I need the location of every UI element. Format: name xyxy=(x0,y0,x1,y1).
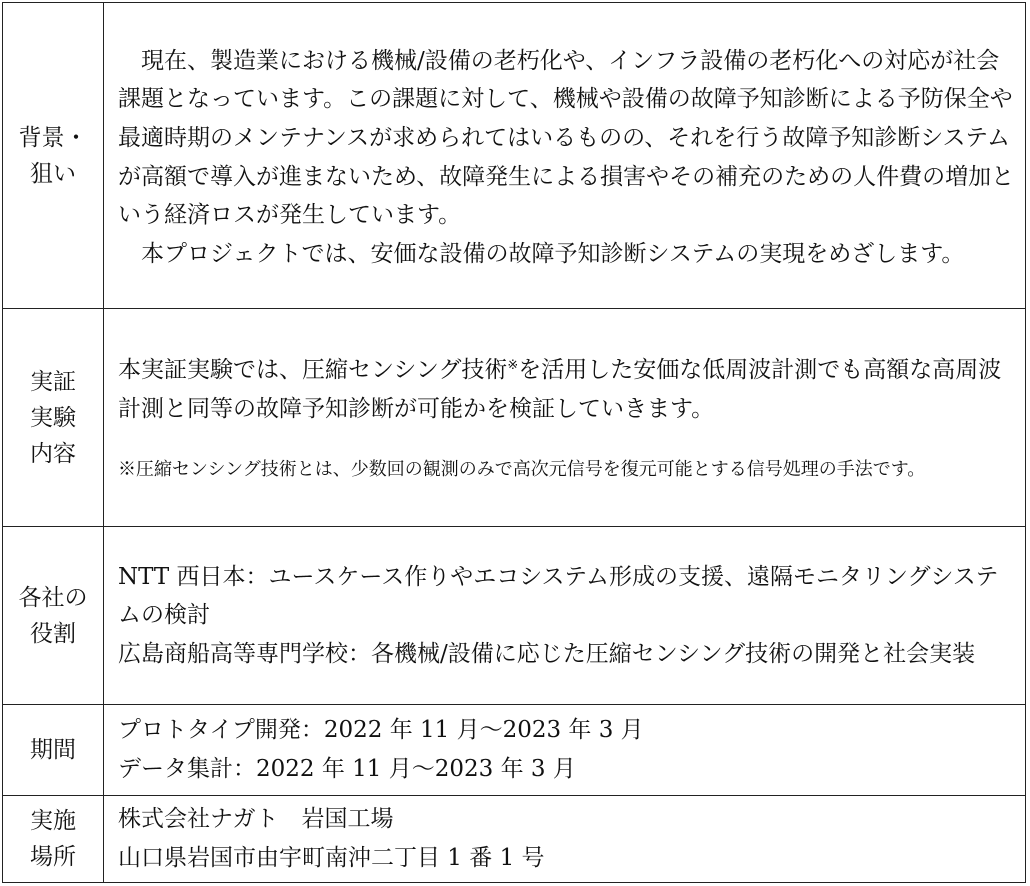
row-label-line: 各社の xyxy=(18,584,88,611)
row-content-background xyxy=(104,3,1026,309)
footnote-text: ※圧縮センシング技術とは、少数回の観測のみで高次元信号を復元可能とする信号処理の手法です。 xyxy=(118,459,926,481)
row-label-line: 狙い xyxy=(30,160,76,187)
row-content-location xyxy=(104,796,1026,883)
spacer xyxy=(118,428,1015,448)
row-label-line: 役割 xyxy=(30,620,76,647)
footnote-mark: ※ xyxy=(507,357,519,373)
row-content-experiment xyxy=(104,309,1026,527)
row-label-experiment xyxy=(3,309,104,527)
background-paragraph: 現在、製造業における機械/設備の老朽化や、インフラ設備の老朽化への対応が社会課題となっています。この課題に対して、機械や設備の故障予知診断による予防保全や最適時期のメンテナンスが求められてはいるものの、それを行う故障予知診断システムが高額で導入が進まないため、故障発生による損害やその補充のための人件費の増加という経済ロスが発生しています。 xyxy=(118,47,1015,229)
row-label-line: 実施 xyxy=(30,808,76,834)
row-label-period xyxy=(3,705,104,796)
role-hiroshima-college: 広島商船高等専門学校：各機械/設備に応じた圧縮センシング技術の開発と社会実装 xyxy=(118,640,976,667)
row-content-period xyxy=(104,705,1026,796)
aim-paragraph: 本プロジェクトでは、安価な設備の故障予知診断システムの実現をめざします。 xyxy=(141,240,965,267)
experiment-text-part: を活用した安価な低周波計測でも高額な高周波計測と同等の故障予知診断が可能かを検証していきます。 xyxy=(118,356,1002,422)
table-row-experiment xyxy=(3,309,1026,527)
row-label-line: 実験 xyxy=(30,404,76,431)
table-row-background xyxy=(3,3,1026,309)
location-address: 山口県岩国市由宇町南沖二丁目 1 番 1 号 xyxy=(118,845,545,871)
experiment-text-part: 本実証実験では、圧縮センシング技術 xyxy=(118,356,508,383)
row-label-line: 実証 xyxy=(30,368,76,395)
row-content-roles xyxy=(104,527,1026,705)
row-label-roles xyxy=(3,527,104,705)
row-label-location xyxy=(3,796,104,883)
table-row-roles xyxy=(3,527,1026,705)
period-prototype: プロトタイプ開発：2022 年 11 月～2023 年 3 月 xyxy=(118,717,644,744)
location-company: 株式会社ナガト 岩国工場 xyxy=(118,806,394,833)
row-label-line: 内容 xyxy=(30,440,76,467)
experiment-description xyxy=(118,347,1015,428)
row-label-line: 場所 xyxy=(30,844,76,870)
row-label-line: 期間 xyxy=(30,737,76,763)
row-label-background xyxy=(3,3,104,309)
period-data-aggregation: データ集計：2022 年 11 月～2023 年 3 月 xyxy=(118,756,576,782)
table-row-location xyxy=(3,796,1026,883)
row-label-line: 背景・ xyxy=(18,124,88,151)
role-ntt-west: NTT 西日本：ユースケース作りやエコシステム形成の支援、遠隔モニタリングシステムの検討 xyxy=(118,563,999,629)
table-row-period xyxy=(3,705,1026,796)
project-overview-table xyxy=(2,2,1026,883)
